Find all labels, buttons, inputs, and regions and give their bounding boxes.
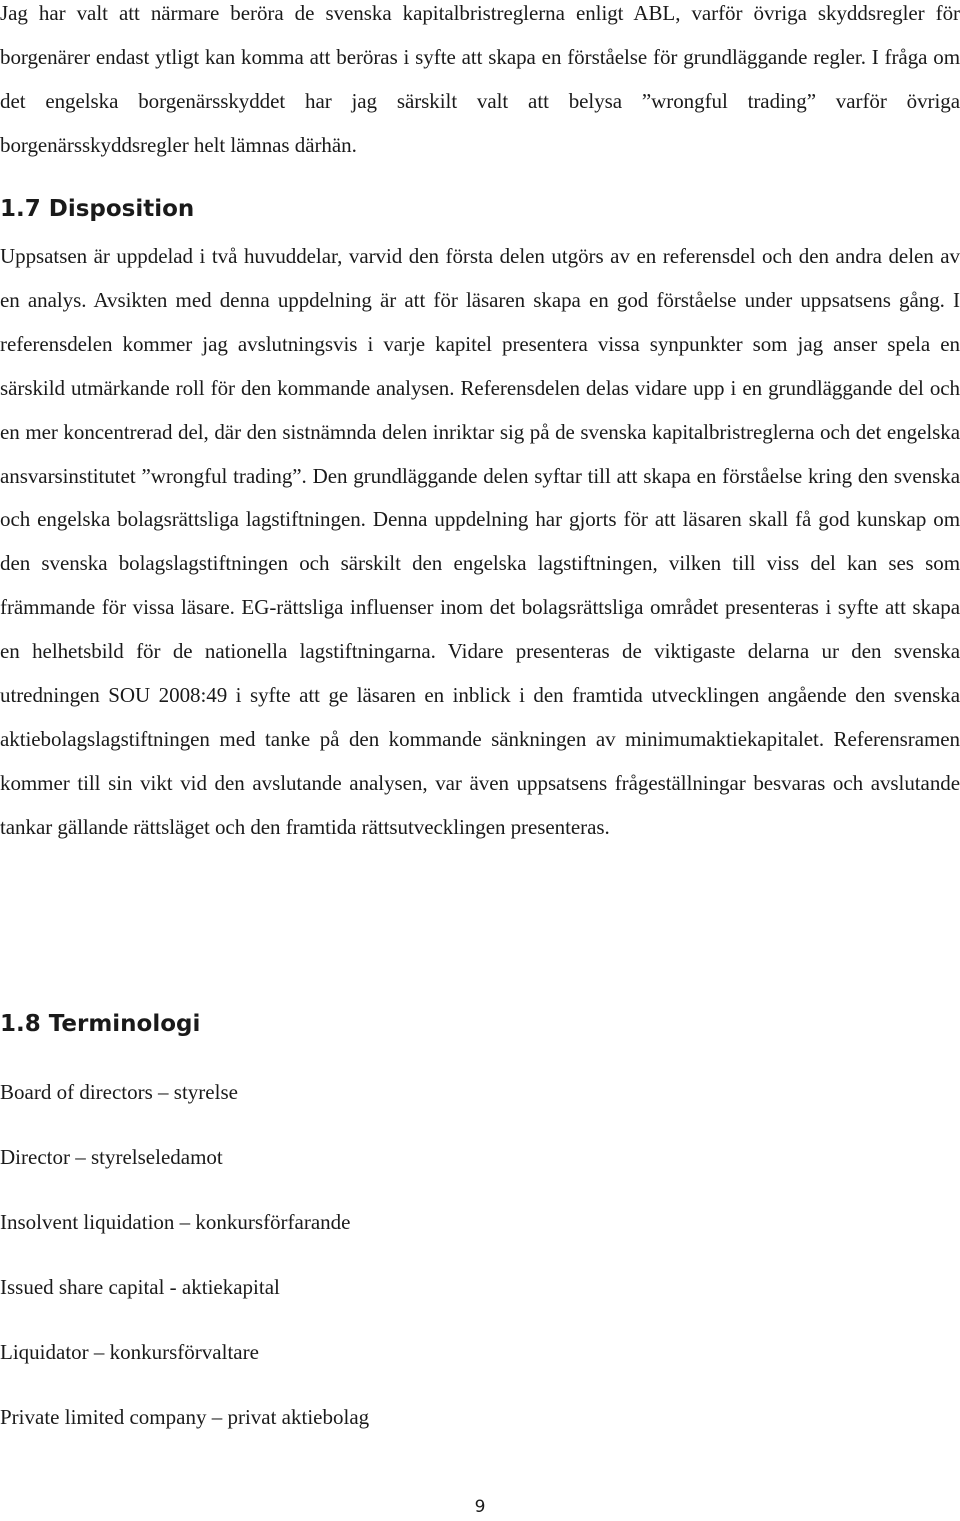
section-heading-disposition: 1.7 Disposition [0,196,195,222]
intro-paragraph: Jag har valt att närmare beröra de svenska kapitalbristreglerna enligt ABL, varför övriga skyddsregler för borgenärer endast ytligt kan komma att beröras i syfte att skapa en förståelse för grundläggande regler. I fråga om det engelska borgenärsskyddet har jag särskilt valt att belysa ”wrongful trading” varför övriga borgenärsskyddsregler helt lämnas därhän. [0,1,960,157]
term-board-of-directors: Board of directors – styrelse [0,1080,238,1104]
disposition-paragraph: Uppsatsen är uppdelad i två huvuddelar, varvid den första delen utgörs av en referensdel och den andra delen av en analys. Avsikten med denna uppdelning är att för läsaren skapa en god förståelse under uppsatsens gång. I referensdelen kommer jag avslutningsvis i varje kapitel presentera vissa synpunkter som jag anser spela en särskild utmärkande roll för den kommande analysen. Referensdelen delas vidare upp i en grundläggande del och en mer koncentrerad del, där den sistnämnda delen inriktar sig på de svenska kapitalbristreglerna och det engelska ansvarsinstitutet ”wrongful trading”. Den grundläggande delen syftar till att skapa en förståelse kring den svenska och engelska bolagsrättsliga lagstiftningen. Denna uppdelning har gjorts för att läsaren skall få god kunskap om den svenska bolagslagstiftningen och särskilt den engelska lagstiftningen, vilken till viss del kan ses som främmande för vissa läsare. EG-rättsliga influenser inom det bolagsrättsliga området presenteras i syfte att skapa en helhetsbild för de nationella lagstiftningarna. Vidare presenteras de viktigaste delarna ur den svenska utredningen SOU 2008:49 i syfte att ge läsaren en inblick i den framtida utvecklingen angående den svenska aktiebolagslagstiftningen med tanke på den kommande sänkningen av minimumaktiekapitalet. Referensramen kommer till sin vikt vid den avslutande analysen, var även uppsatsens frågeställningar besvaras och avslutande tankar gällande rättsläget och den framtida rättsutvecklingen presenteras. [0,244,960,839]
term-private-limited-company: Private limited company – privat aktiebolag [0,1405,370,1429]
page-number: 9 [474,1497,486,1517]
section-heading-terminologi: 1.8 Terminologi [0,1011,201,1037]
term-insolvent-liquidation: Insolvent liquidation – konkursförfarande [0,1210,351,1234]
term-issued-share-capital: Issued share capital - aktiekapital [0,1275,280,1299]
term-director: Director – styrelseledamot [0,1145,223,1169]
term-liquidator: Liquidator – konkursförvaltare [0,1340,259,1364]
